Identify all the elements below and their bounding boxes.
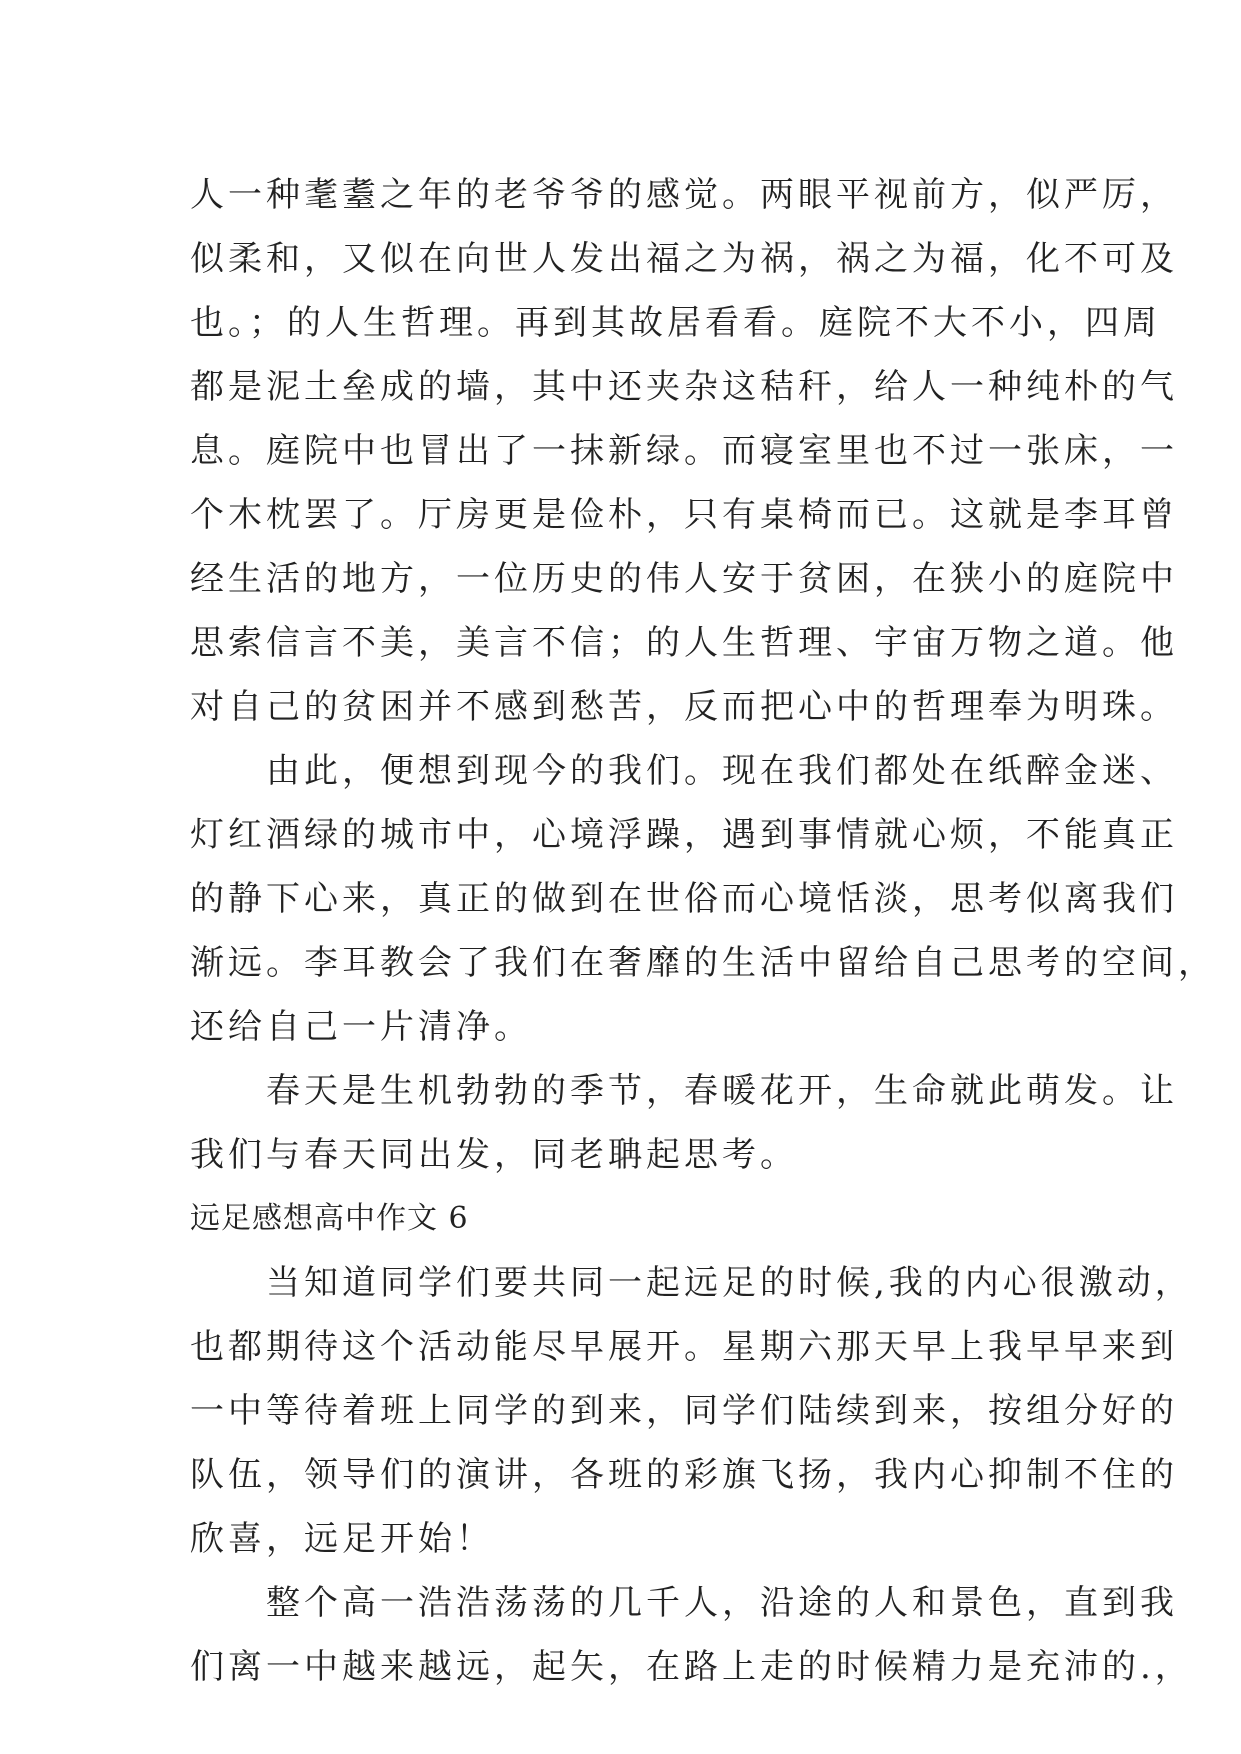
document-body xyxy=(190,163,1216,1699)
text-line: 们离一中越来越远，起矢，在路上走的时候精力是充沛的.， xyxy=(190,1647,1193,1687)
text-line: 对自己的贫困并不感到愁苦，反而把心中的哲理奉为明珠。 xyxy=(190,687,1178,727)
text-line: 整个高一浩浩荡荡的几千人，沿途的人和景色，直到我 xyxy=(190,1583,1178,1623)
text-line: 我们与春天同出发，同老聃起思考。 xyxy=(190,1135,798,1175)
text-line: 春天是生机勃勃的季节，春暖花开，生命就此萌发。让 xyxy=(190,1071,1178,1111)
text-line: 人一种耄耋之年的老爷爷的感觉。两眼平视前方，似严厉， xyxy=(190,175,1178,215)
text-line: 都是泥土垒成的墙，其中还夹杂这秸秆，给人一种纯朴的气 xyxy=(190,367,1178,407)
text-line: 也。；的人生哲理。再到其故居看看。庭院不大不小，四周 xyxy=(190,303,1161,343)
text-line: 队伍，领导们的演讲，各班的彩旗飞扬，我内心抑制不住的 xyxy=(190,1455,1178,1495)
text-line: 也都期待这个活动能尽早展开。星期六那天早上我早早来到 xyxy=(190,1327,1178,1367)
text-line: 还给自己一片清净。 xyxy=(190,1007,532,1047)
text-line: 由此，便想到现今的我们。现在我们都处在纸醉金迷、 xyxy=(190,751,1178,791)
text-line: 息。庭院中也冒出了一抹新绿。而寝室里也不过一张床，一 xyxy=(190,431,1178,471)
text-line: 一中等待着班上同学的到来，同学们陆续到来，按组分好的 xyxy=(190,1391,1178,1431)
text-line: 的静下心来，真正的做到在世俗而心境恬淡，思考似离我们 xyxy=(190,879,1178,919)
text-line: 思索信言不美，美言不信；的人生哲理、宇宙万物之道。他 xyxy=(190,623,1178,663)
text-line: 似柔和，又似在向世人发出福之为祸，祸之为福，化不可及 xyxy=(190,239,1178,279)
text-line: 经生活的地方，一位历史的伟人安于贫困，在狭小的庭院中 xyxy=(190,559,1178,599)
text-line: 当知道同学们要共同一起远足的时候,我的内心很激动， xyxy=(190,1263,1193,1303)
text-line: 渐远。李耳教会了我们在奢靡的生活中留给自己思考的空间， xyxy=(190,943,1216,983)
text-line: 灯红酒绿的城市中，心境浮躁，遇到事情就心烦，不能真正 xyxy=(190,815,1178,855)
section-heading: 远足感想高中作文 6 xyxy=(190,1201,469,1236)
text-line: 个木枕罢了。厅房更是俭朴，只有桌椅而已。这就是李耳曾 xyxy=(190,495,1178,535)
text-line: 欣喜，远足开始！ xyxy=(190,1519,494,1559)
